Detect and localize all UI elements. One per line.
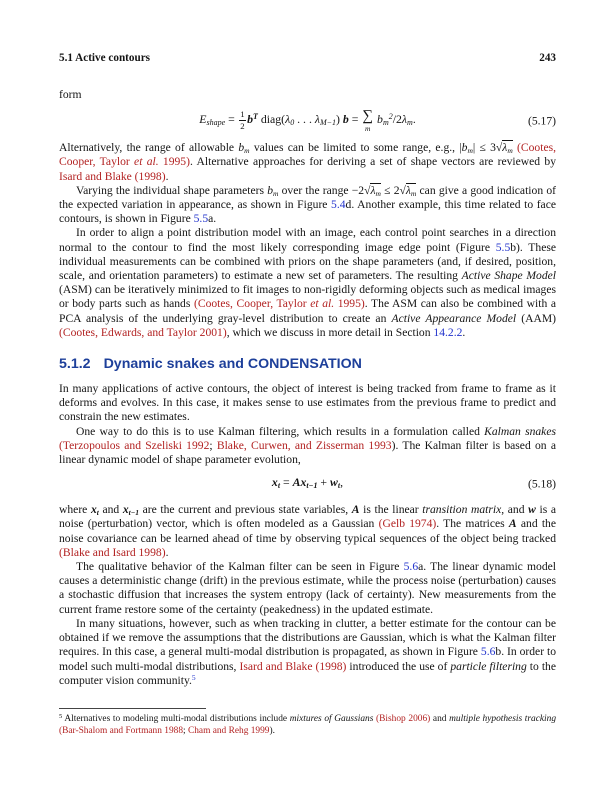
text-run: = bbox=[348, 112, 362, 127]
ref-link[interactable]: 5.6 bbox=[480, 645, 496, 659]
text-run: transition matrix bbox=[422, 503, 502, 517]
text-run: A bbox=[508, 517, 517, 531]
text-run: Varying the individual shape parameters bbox=[76, 183, 268, 197]
text-run: is a noise (perturbation) vector, which is often modeled as a Gaussian bbox=[59, 503, 556, 531]
text-run: Active Shape Model bbox=[461, 269, 556, 283]
running-header bbox=[59, 52, 556, 64]
text-run: over the range −2 bbox=[278, 183, 365, 197]
paragraph bbox=[59, 425, 556, 468]
text-run: where bbox=[59, 503, 91, 517]
text-run: $x_{t-1}$ bbox=[300, 475, 318, 491]
subsection-title: Dynamic snakes and CONDENSATION bbox=[103, 356, 362, 373]
text-run: A bbox=[292, 475, 301, 490]
text-run: $b_m$ bbox=[238, 141, 250, 156]
text-run: and bbox=[430, 713, 450, 724]
text-run: = bbox=[280, 475, 293, 490]
text-run: . The ASM can also be combined with a PCA analysis of the underlying gray-level distribution to create an bbox=[59, 297, 556, 325]
citation-link[interactable]: 1995) bbox=[334, 297, 365, 311]
text-run: = bbox=[225, 112, 238, 127]
fraction bbox=[239, 110, 246, 130]
text-run: . bbox=[462, 325, 466, 339]
text-run: b). These individual measurements can be combined with priors on the shape parameters (and, if desired, position, scale, and orientation parameters) to estimate a new set of parameters. The resulting bbox=[59, 240, 556, 283]
text-run: In many applications of active contours, the object of interest is being tracked from frame to frame as it deforms and evolves. In this case, it makes sense to use estimates from the previous frame to predict and constrain the new estimates. bbox=[59, 382, 556, 424]
text-run: $\lambda_m$ bbox=[401, 112, 413, 128]
text-run: $E_{shape}$ bbox=[199, 112, 226, 128]
text-run: Alternatively, the range of allowable bbox=[59, 141, 239, 155]
text-run: + bbox=[317, 475, 331, 490]
text-run: to the computer vision community. bbox=[59, 659, 556, 687]
text-run: $\lambda_0$ bbox=[285, 112, 295, 128]
text-run: ≤ 2 bbox=[380, 183, 400, 197]
text-run: diag( bbox=[257, 112, 286, 127]
text-run: A bbox=[351, 503, 360, 517]
sum-index: m bbox=[365, 123, 371, 133]
text-block bbox=[59, 52, 556, 737]
citation-link[interactable]: (Bar-Shalom and Fortmann 1988 bbox=[59, 725, 184, 736]
text-run: $x_{t-1}$ bbox=[122, 503, 140, 518]
text-run: particle filtering bbox=[450, 659, 527, 673]
paragraph bbox=[59, 382, 556, 425]
text-run: a. The linear dynamic model causes a deterministic change (drift) in the previous estimate, while the process noise (perturbation) causes a stochastic diffusion that increases the system entropy (lack of certainty). New measurements from the current frame restore some of the certainty (peakedness) in the updated estimate. bbox=[59, 560, 556, 616]
text-run: $b^T$ bbox=[247, 112, 258, 127]
citation-link[interactable]: et al. bbox=[134, 155, 159, 169]
citation-link[interactable]: (Blake and Isard 1998) bbox=[59, 545, 166, 559]
subsection-number: 5.1.2 bbox=[59, 356, 91, 373]
text-run: $b_m$ bbox=[267, 183, 279, 198]
text-run: form bbox=[59, 88, 82, 101]
text-run: . bbox=[412, 112, 416, 127]
text-run: . The matrices bbox=[436, 517, 509, 531]
citation-link[interactable]: et al. bbox=[310, 297, 335, 311]
paragraph bbox=[59, 184, 556, 227]
equation-number: (5.18) bbox=[527, 477, 556, 491]
text-run: are the current and previous state variables, bbox=[139, 503, 352, 517]
footnote bbox=[59, 714, 556, 737]
text-run: $b_m^2$ bbox=[374, 112, 393, 128]
sqrt-radicand: $\lambda_m$ bbox=[370, 183, 381, 198]
page-number: 243 bbox=[539, 52, 556, 64]
equation-body bbox=[199, 109, 416, 132]
text-run: mixtures of Gaussians bbox=[289, 713, 374, 724]
text-run: and the noise covariance can be learned ahead of time by observing typical sequences of the object being tracked bbox=[59, 517, 557, 545]
citation-link[interactable]: (Bishop 2006) bbox=[376, 713, 431, 724]
running-header-title: 5.1 Active contours bbox=[59, 52, 151, 64]
text-run: One way to do this is to use Kalman filtering, which results in a formulation called bbox=[76, 424, 485, 438]
citation-link[interactable]: (Gelb 1974) bbox=[378, 517, 437, 531]
text-run: The qualitative behavior of the Kalman filter can be seen in Figure bbox=[76, 560, 404, 574]
text-run: ). bbox=[269, 725, 275, 736]
text-run: , bbox=[340, 475, 344, 490]
text-run: /2 bbox=[392, 112, 402, 127]
text-run: a. bbox=[208, 212, 217, 226]
ref-link[interactable]: 5.5 bbox=[495, 240, 511, 254]
paragraph bbox=[59, 141, 556, 184]
citation-link[interactable]: Blake, Curwen, and Zisserman 1993 bbox=[216, 438, 392, 452]
ref-link[interactable]: 5 bbox=[191, 672, 196, 682]
citation-link[interactable]: (1998) bbox=[134, 169, 166, 183]
text-run: In order to align a point distribution model with an image, each control point searches in a direction normal to the contour to find the most likely corresponding image edge point (Figure bbox=[59, 226, 556, 254]
text-run: (AAM) bbox=[516, 311, 556, 325]
page-content bbox=[59, 88, 556, 737]
text-run: $\lambda_{M-1}$ bbox=[314, 112, 337, 128]
citation-link[interactable]: (Terzopoulos and Szeliski 1992 bbox=[59, 438, 210, 452]
text-run: multiple hypothesis tracking bbox=[449, 713, 557, 724]
fraction-denominator: 2 bbox=[240, 120, 245, 131]
text-run: $w_t$ bbox=[330, 475, 341, 491]
equation-body bbox=[272, 475, 343, 490]
citation-link[interactable]: (Cootes, Edwards, and Taylor 2001) bbox=[59, 325, 227, 339]
text-run: $b_m$ bbox=[461, 141, 473, 156]
citation-link[interactable]: (1998) bbox=[315, 659, 347, 673]
text-run: | ≤ 3 bbox=[472, 141, 496, 155]
sigma-glyph: ∑ bbox=[362, 108, 374, 125]
citation-link[interactable]: Isard and Blake bbox=[59, 169, 132, 183]
paragraph bbox=[59, 226, 556, 340]
footnote-marker: 5 bbox=[59, 712, 63, 720]
text-run: , and bbox=[501, 503, 529, 517]
text-run: Kalman snakes bbox=[484, 424, 556, 438]
sqrt-radicand: $\lambda_m$ bbox=[405, 183, 417, 198]
text-run: b. In order to model such multi-modal distributions, bbox=[59, 645, 557, 673]
citation-link[interactable]: Cham and Rehg 1999 bbox=[187, 725, 270, 736]
paragraph bbox=[59, 88, 556, 102]
ref-link[interactable]: 5.6 bbox=[403, 560, 419, 574]
text-run: b bbox=[342, 112, 349, 127]
footnote-rule bbox=[59, 708, 206, 709]
text-run: values can be limited to some range, e.g., | bbox=[249, 141, 462, 155]
sqrt-expression: $√\lambda_m$ bbox=[495, 141, 513, 156]
paragraph bbox=[59, 503, 556, 560]
text-run: $x_t$ bbox=[271, 475, 281, 491]
ref-link[interactable]: 5.4 bbox=[331, 198, 346, 212]
text-run: ) bbox=[336, 112, 343, 127]
equation bbox=[59, 474, 556, 494]
paragraph bbox=[59, 560, 556, 617]
text-run: can give a good indication of the expected variation in appearance, as shown in Figure bbox=[59, 183, 556, 212]
fraction-numerator: 1 bbox=[240, 109, 245, 120]
subsection-heading bbox=[59, 356, 556, 372]
text-run: ). The Kalman filter is based on a linear dynamic model of shape parameter evolution, bbox=[59, 438, 556, 467]
text-run: . . . bbox=[294, 112, 315, 127]
text-run: $x_t$ bbox=[90, 503, 99, 518]
sqrt-radicand: $\lambda_m$ bbox=[502, 141, 513, 156]
equation bbox=[59, 109, 556, 132]
text-run: d. Another example, this time related to face contours, is shown in Figure bbox=[59, 198, 556, 226]
text-run: ; bbox=[183, 725, 188, 736]
text-run: ; bbox=[209, 438, 217, 452]
sum-operator bbox=[362, 109, 373, 132]
paragraph bbox=[59, 617, 556, 688]
sqrt-expression: $√\lambda_m$ bbox=[399, 183, 417, 198]
ref-link[interactable]: 5.5 bbox=[193, 212, 209, 226]
text-run: , which we discuss in more detail in Section bbox=[226, 325, 434, 339]
text-run: Alternatives to modeling multi-modal distributions include bbox=[64, 713, 290, 724]
text-run: . bbox=[165, 545, 169, 559]
text-run: w bbox=[528, 503, 536, 517]
text-run: In many situations, however, such as when tracking in clutter, a better estimate for the contour can be obtained if we remove the assumptions that the distributions are Gaussian, which is what the Kalman filter requires. In this case, a general multi-modal distribution is propagated, as shown in Figure bbox=[59, 616, 556, 659]
text-run: and bbox=[98, 503, 123, 517]
citation-link[interactable]: 1995) bbox=[158, 155, 190, 169]
text-run: introduced the use of bbox=[346, 659, 451, 673]
text-run: Active Appearance Model bbox=[391, 311, 517, 325]
citation-link[interactable]: (Cootes, Cooper, Taylor bbox=[193, 297, 311, 311]
sqrt-expression: $√\lambda_m$ bbox=[364, 183, 381, 198]
text-run: . Alternative approaches for deriving a set of shape vectors are reviewed by bbox=[189, 155, 556, 169]
citation-link[interactable]: Isard and Blake bbox=[239, 659, 313, 673]
text-run: is the linear bbox=[359, 503, 423, 517]
citation-link[interactable]: (Cootes, Cooper, Taylor bbox=[59, 141, 556, 169]
text-run: (ASM) can be iteratively minimized to fit images to non-rigidly deforming objects such as medical images or body parts such as hands bbox=[59, 283, 556, 311]
equation-number: (5.17) bbox=[527, 114, 556, 128]
text-run: . bbox=[165, 169, 169, 183]
ref-link[interactable]: 14.2.2 bbox=[433, 325, 463, 339]
